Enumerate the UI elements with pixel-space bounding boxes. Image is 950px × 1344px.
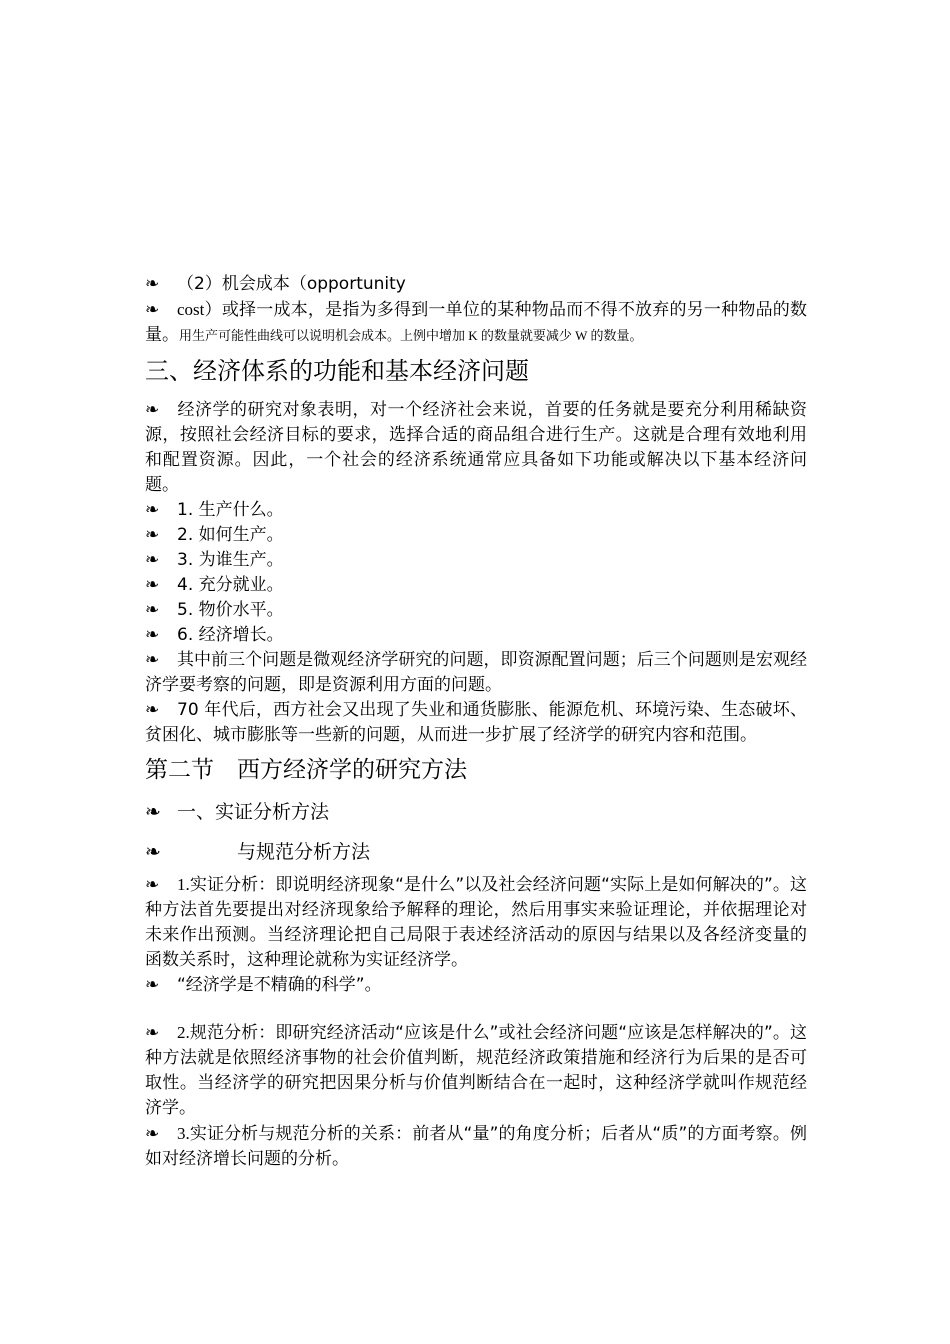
list-item <box>145 548 807 573</box>
para-number: 3. <box>177 1124 190 1143</box>
subheading-positive <box>145 798 807 826</box>
list-item <box>145 523 807 548</box>
bullet-icon: ❧ <box>145 801 161 823</box>
quote-text: “经济学是不精确的科学”。 <box>177 975 382 995</box>
bullet-icon: ❧ <box>145 525 160 545</box>
bullet-icon: ❧ <box>145 550 160 570</box>
list-item-text: 1. 生产什么。 <box>177 500 284 520</box>
relation-text: 实证分析与规范分析的关系：前者从“量”的角度分析；后者从“质”的方面考察。例如对经济增长问题的分析。 <box>145 1124 807 1169</box>
list-item-text: 4. 充分就业。 <box>177 575 284 595</box>
list-item-text: 5. 物价水平。 <box>177 600 284 620</box>
list-item <box>145 573 807 598</box>
list-item <box>145 498 807 523</box>
opportunity-cost-title: （2）机会成本（opportunity <box>177 274 406 294</box>
list-item-text: 6. 经济增长。 <box>177 625 284 645</box>
list-item-text: 3. 为谁生产。 <box>177 550 284 570</box>
para-number: 2. <box>177 1023 190 1042</box>
bullet-icon: ❧ <box>145 575 160 595</box>
positive-analysis-text: 实证分析：即说明经济现象“是什么”以及社会经济问题“实际上是如何解决的”。这种方法首先要提出对经济现象给予解释的理论，然后用事实来验证理论，并依据理论对未来作出预测。当经济理论把自己局限于表述经济活动的原因与结果以及各经济变量的函数关系时，这种理论就称为实证经济学。 <box>145 875 807 970</box>
opportunity-cost-note2: 上例中增加 K 的数量就要减少 W 的数量。 <box>400 328 643 343</box>
bullet-icon: ❧ <box>145 650 160 670</box>
bullet-icon: ❧ <box>145 700 160 720</box>
normative-analysis-para <box>145 1020 807 1121</box>
relation-para <box>145 1121 807 1172</box>
section3-para3 <box>145 698 807 748</box>
subheading-positive-text: 一、实证分析方法 <box>177 801 330 823</box>
list-item-text: 2. 如何生产。 <box>177 525 284 545</box>
opportunity-cost-term: cost） <box>177 300 222 319</box>
section3-para2-text: 其中前三个问题是微观经济学研究的问题，即资源配置问题；后三个问题则是宏观经济学要考察的问题，即是资源利用方面的问题。 <box>145 650 807 695</box>
list-item <box>145 623 807 648</box>
opportunity-cost-note1: 用生产可能性曲线可以说明机会成本。 <box>179 328 401 343</box>
positive-analysis-para <box>145 872 807 973</box>
section3-para3-text: 70 年代后，西方社会又出现了失业和通货膨胀、能源危机、环境污染、生态破坏、贫困化、城市膨胀等一些新的问题，从而进一步扩展了经济学的研究内容和范围。 <box>145 700 807 745</box>
bullet-icon: ❧ <box>145 875 160 895</box>
document-page <box>145 272 807 1172</box>
bullet-icon: ❧ <box>145 975 160 995</box>
bullet-icon: ❧ <box>145 274 160 294</box>
section2-heading: 第二节 西方经济学的研究方法 <box>145 757 467 783</box>
opportunity-cost-line1 <box>145 272 807 297</box>
bullet-icon: ❧ <box>145 1124 160 1144</box>
subheading-normative-text: 与规范分析方法 <box>237 841 371 863</box>
bullet-icon: ❧ <box>145 300 160 320</box>
opportunity-cost-definition <box>145 297 807 348</box>
bullet-icon: ❧ <box>145 500 160 520</box>
list-item <box>145 598 807 623</box>
bullet-icon: ❧ <box>145 400 160 420</box>
opportunity-cost-text: 或择一成本，是指为多得到一单位的某种物品而不得不放弃的另一种物品的数量。 <box>145 300 808 345</box>
section3-intro <box>145 398 807 498</box>
section3-intro-text: 经济学的研究对象表明，对一个经济社会来说，首要的任务就是要充分利用稀缺资源，按照社会经济目标的要求，选择合适的商品组合进行生产。这就是合理有效地利用和配置资源。因此，一个社会的经济系统通常应具备如下功能或解决以下基本经济问题。 <box>145 400 807 495</box>
bullet-icon: ❧ <box>145 1023 160 1043</box>
section3-heading: 三、经济体系的功能和基本经济问题 <box>145 357 529 385</box>
bullet-icon: ❧ <box>145 625 160 645</box>
normative-analysis-text: 规范分析：即研究经济活动“应该是什么”或社会经济问题“应该是怎样解决的”。这种方法就是依照经济事物的社会价值判断，规范经济政策措施和经济行为后果的是否可取性。当经济学的研究把因果分析与价值判断结合在一起时，这种经济学就叫作规范经济学。 <box>145 1023 807 1118</box>
quote-para <box>145 973 807 998</box>
bullet-icon: ❧ <box>145 600 160 620</box>
section3-para2 <box>145 648 807 698</box>
bullet-icon: ❧ <box>145 841 161 863</box>
para-number: 1. <box>177 875 190 894</box>
subheading-normative <box>145 838 807 866</box>
